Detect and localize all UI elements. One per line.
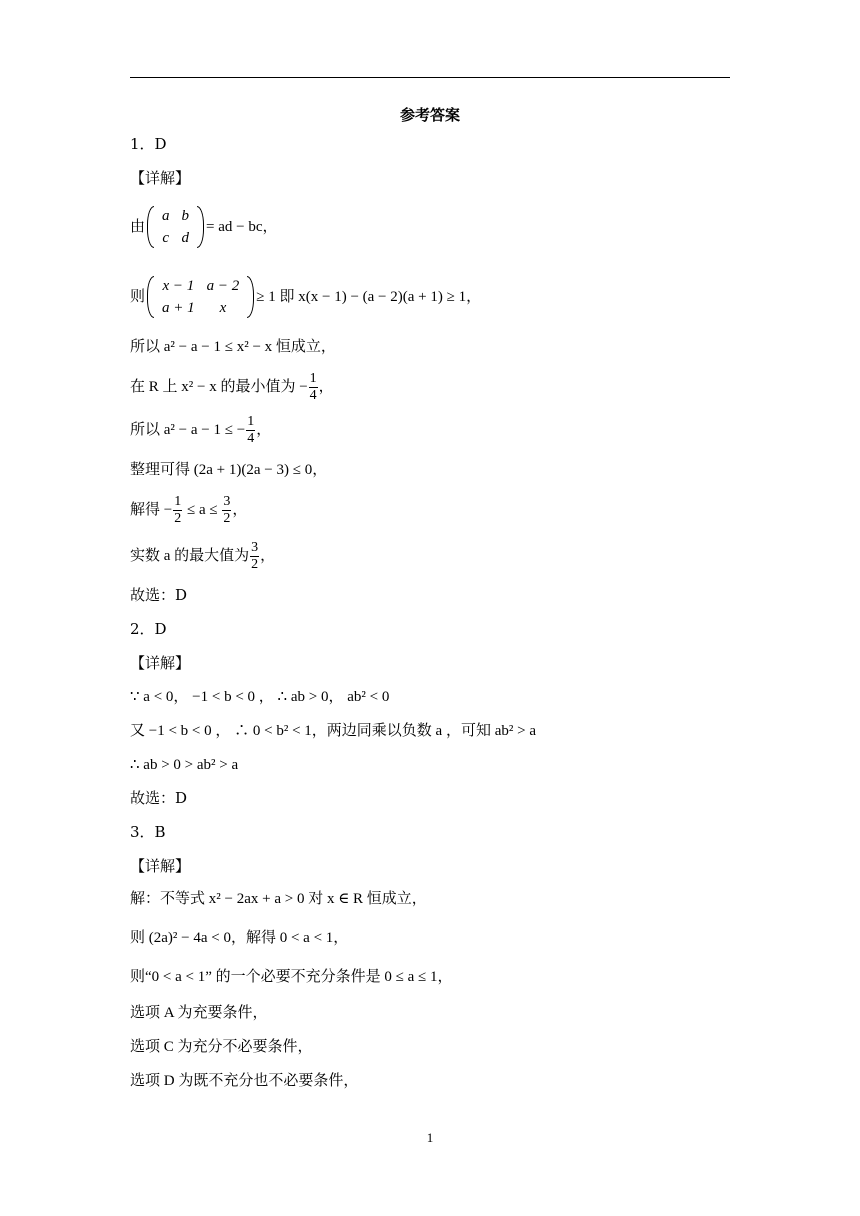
q1-line-6: 整理可得 (2a + 1)(2a − 3) ≤ 0， (130, 462, 328, 478)
fraction-numerator: 1 (174, 493, 182, 509)
q2-answer: 故选：D (130, 789, 188, 807)
q1-line-7 (130, 491, 247, 528)
matrix-cell: x − 1 (162, 278, 195, 294)
matrix-cell: b (181, 208, 190, 224)
q1-detail-label: 【详解】 (130, 169, 191, 187)
page-number: 1 (426, 1130, 434, 1145)
q1-line-8-prefix: 实数 a 的最大值为 (130, 548, 250, 564)
q1-line-4-suffix: ， (318, 377, 334, 395)
q1-matrix-2 (147, 275, 254, 319)
q1-heading: 1．D (130, 135, 167, 153)
q1-line-2-suffix: ≥ 1 即 x(x − 1) − (a − 2)(a + 1) ≥ 1， (256, 289, 482, 305)
fraction-three-halves (222, 494, 231, 527)
fraction-denominator: 2 (223, 510, 231, 526)
q1-line-1 (130, 204, 278, 249)
q2-detail-label: 【详解】 (130, 654, 191, 672)
q1-line-5 (130, 411, 271, 448)
fraction-denominator: 2 (251, 556, 259, 572)
q2-line-1: ∵ a < 0， −1 < b < 0 ， ∴ ab > 0， ab² < 0 (130, 689, 390, 705)
matrix-cell: a (162, 208, 170, 224)
matrix-cell: x (219, 300, 227, 316)
matrix-cell: a − 2 (206, 278, 240, 294)
q2-line-3: ∴ ab > 0 > ab² > a (130, 757, 239, 773)
q1-line-2 (130, 274, 481, 319)
header-rule (130, 77, 730, 78)
q1-matrix-1 (147, 205, 204, 249)
q1-line-8 (130, 537, 275, 574)
q1-line-2-prefix: 则 (130, 287, 146, 305)
q2-line-2: 又 −1 < b < 0 ， ∴ 0 < b² < 1，两边同乘以负数 a ，可知 ab² > a (130, 723, 536, 739)
q1-line-5-suffix: ， (256, 420, 272, 438)
fraction-numerator: 3 (223, 493, 231, 509)
q1-answer: 故选：D (130, 586, 188, 604)
fraction-one-quarter (309, 371, 318, 404)
page-title: 参考答案 (399, 106, 460, 124)
q3-detail-label: 【详解】 (130, 857, 191, 875)
q3-line-5: 选项 C 为充分不必要条件， (130, 1039, 313, 1055)
q1-line-4-prefix: 在 R 上 x² − x 的最小值为 − (130, 379, 308, 395)
fraction-denominator: 4 (309, 387, 317, 403)
q1-line-7-suffix: ， (232, 500, 248, 518)
q1-line-5-prefix: 所以 a² − a − 1 ≤ − (130, 422, 246, 438)
q1-line-1-prefix: 由 (130, 217, 146, 235)
fraction-one-quarter (246, 414, 255, 447)
q3-line-3: 则“0 < a < 1” 的一个必要不充分条件是 0 ≤ a ≤ 1， (130, 969, 453, 985)
q1-line-4 (130, 368, 334, 405)
q1-line-3: 所以 a² − a − 1 ≤ x² − x 恒成立， (130, 339, 336, 355)
fraction-numerator: 1 (247, 413, 255, 429)
fraction-three-halves (250, 540, 259, 573)
q1-line-7-prefix: 解得 − (130, 502, 173, 518)
matrix-cell: c (162, 230, 170, 246)
q3-line-2: 则 (2a)² − 4a < 0，解得 0 < a < 1， (130, 930, 349, 946)
fraction-numerator: 1 (309, 370, 317, 386)
q2-heading: 2．D (130, 620, 167, 638)
q3-line-6: 选项 D 为既不充分也不必要条件， (130, 1073, 359, 1089)
fraction-numerator: 3 (251, 539, 259, 555)
fraction-one-half (173, 494, 182, 527)
q1-line-1-suffix: = ad − bc， (206, 219, 278, 235)
q3-heading: 3．B (130, 823, 166, 841)
fraction-denominator: 2 (174, 510, 182, 526)
q3-line-4: 选项 A 为充要条件， (130, 1005, 268, 1021)
matrix-cell: a + 1 (162, 300, 195, 316)
fraction-denominator: 4 (247, 430, 255, 446)
q3-line-1: 解：不等式 x² − 2ax + a > 0 对 x ∈ R 恒成立， (130, 891, 427, 907)
q1-line-8-suffix: ， (260, 546, 276, 564)
q1-line-7-middle: ≤ a ≤ (183, 502, 222, 518)
matrix-cell: d (181, 230, 190, 246)
